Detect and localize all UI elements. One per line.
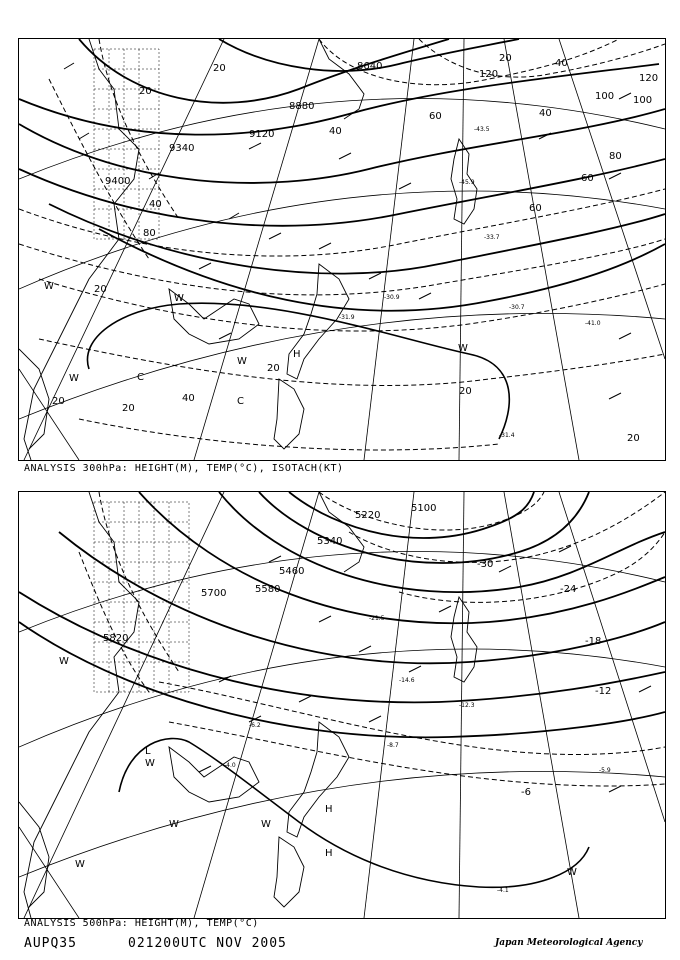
graticule-parallels (19, 99, 665, 419)
pressure-symbols (44, 281, 468, 407)
height-label: 9400 (105, 176, 131, 187)
station-value: -31.4 (499, 432, 515, 439)
isotach-label: 120 (479, 69, 499, 80)
cold-symbol: C (237, 396, 244, 407)
height-labels (105, 61, 382, 187)
height-label: 5820 (103, 633, 129, 644)
height-label: 5220 (355, 510, 381, 521)
map-300hpa (18, 38, 666, 461)
station-value: -4.1 (497, 887, 509, 894)
graticule-parallels (19, 552, 665, 877)
warm-symbol: W (145, 758, 155, 769)
isotach-label: 100 (595, 91, 615, 102)
isotach-label: 100 (633, 95, 653, 106)
isotach-label: 20 (94, 284, 107, 295)
warm-symbol: W (69, 373, 79, 384)
temperature-label: -30 (477, 559, 494, 570)
isotherm-lines (79, 492, 665, 786)
chart-code: AUPQ35 (24, 936, 77, 951)
coastlines (19, 492, 477, 918)
cold-symbol: C (137, 372, 144, 383)
warm-symbol: W (59, 656, 69, 667)
pressure-symbols (59, 656, 577, 878)
isotach-label: 20 (627, 433, 640, 444)
isotach-label: 40 (182, 393, 195, 404)
height-contour-5880 (119, 739, 589, 888)
warm-symbol: W (169, 819, 179, 830)
temperature-labels (477, 559, 611, 798)
temperature-label: -12 (595, 686, 612, 697)
isotach-label: 20 (499, 53, 512, 64)
warm-symbol: W (237, 356, 247, 367)
height-label: 9340 (169, 143, 195, 154)
temperature-label: -24 (560, 584, 577, 595)
height-label: 8880 (289, 101, 315, 112)
map-300hpa-caption: ANALYSIS 300hPa: HEIGHT(M), TEMP(°C), ISOTACH(KT) (24, 463, 344, 474)
height-label: 9120 (249, 129, 275, 140)
agency-name: Japan Meteorological Agency (495, 938, 643, 948)
warm-symbol: W (567, 867, 577, 878)
warm-symbol: W (261, 819, 271, 830)
height-labels (103, 503, 436, 644)
height-label: 5580 (255, 584, 281, 595)
height-label: 5340 (317, 536, 343, 547)
station-value: -30.7 (509, 304, 525, 311)
isotach-label: 80 (143, 228, 156, 239)
station-value: -41.0 (585, 320, 601, 327)
map-500hpa-caption: ANALYSIS 500hPa: HEIGHT(M), TEMP(°C) (24, 918, 259, 929)
map-300hpa-chart (19, 39, 665, 460)
station-value: -30.9 (384, 294, 400, 301)
high-symbol: H (325, 848, 333, 859)
map-500hpa-chart (19, 492, 665, 918)
temperature-label: -18 (585, 636, 602, 647)
station-value: -8.7 (387, 742, 399, 749)
isotach-20kt (87, 303, 509, 439)
isotach-label: 20 (139, 86, 152, 97)
isotach-label: 20 (459, 386, 472, 397)
isotach-label: 20 (122, 403, 135, 414)
map-500hpa (18, 491, 666, 919)
station-value: -12.3 (459, 702, 475, 709)
isotach-label: 40 (539, 108, 552, 119)
high-symbol: H (325, 804, 333, 815)
isotach-label: 60 (429, 111, 442, 122)
warm-symbol: W (75, 859, 85, 870)
low-symbol: L (145, 746, 151, 757)
station-value: -6.2 (249, 722, 261, 729)
isotach-label: 40 (329, 126, 342, 137)
height-label: 5700 (201, 588, 227, 599)
isotach-label: 80 (609, 151, 622, 162)
warm-symbol: W (458, 343, 468, 354)
station-value: -43.5 (474, 126, 490, 133)
height-label: 8640 (357, 61, 383, 72)
warm-symbol: W (174, 293, 184, 304)
analysis-time: 021200UTC NOV 2005 (128, 936, 287, 951)
station-value: -45.9 (459, 179, 475, 186)
temperature-label: -6 (521, 787, 531, 798)
warm-symbol: W (44, 281, 54, 292)
height-contours (19, 492, 665, 737)
high-symbol: H (293, 349, 301, 360)
isotach-label: 60 (529, 203, 542, 214)
isotach-label: 40 (149, 199, 162, 210)
station-value: -33.7 (484, 234, 500, 241)
station-value: -21.5 (369, 615, 385, 622)
isotach-label: 60 (581, 173, 594, 184)
height-contours (19, 39, 665, 311)
station-value: -5.9 (599, 767, 611, 774)
height-label: 5460 (279, 566, 305, 577)
isotach-label: 20 (267, 363, 280, 374)
height-label: 5100 (411, 503, 437, 514)
station-value: -31.9 (339, 314, 355, 321)
isotach-label: 20 (52, 396, 65, 407)
isotach-label: 40 (555, 58, 568, 69)
station-value: -14.6 (399, 677, 415, 684)
station-value: -4.0 (224, 762, 236, 769)
isotach-label: 20 (213, 63, 226, 74)
isotach-label: 120 (639, 73, 659, 84)
